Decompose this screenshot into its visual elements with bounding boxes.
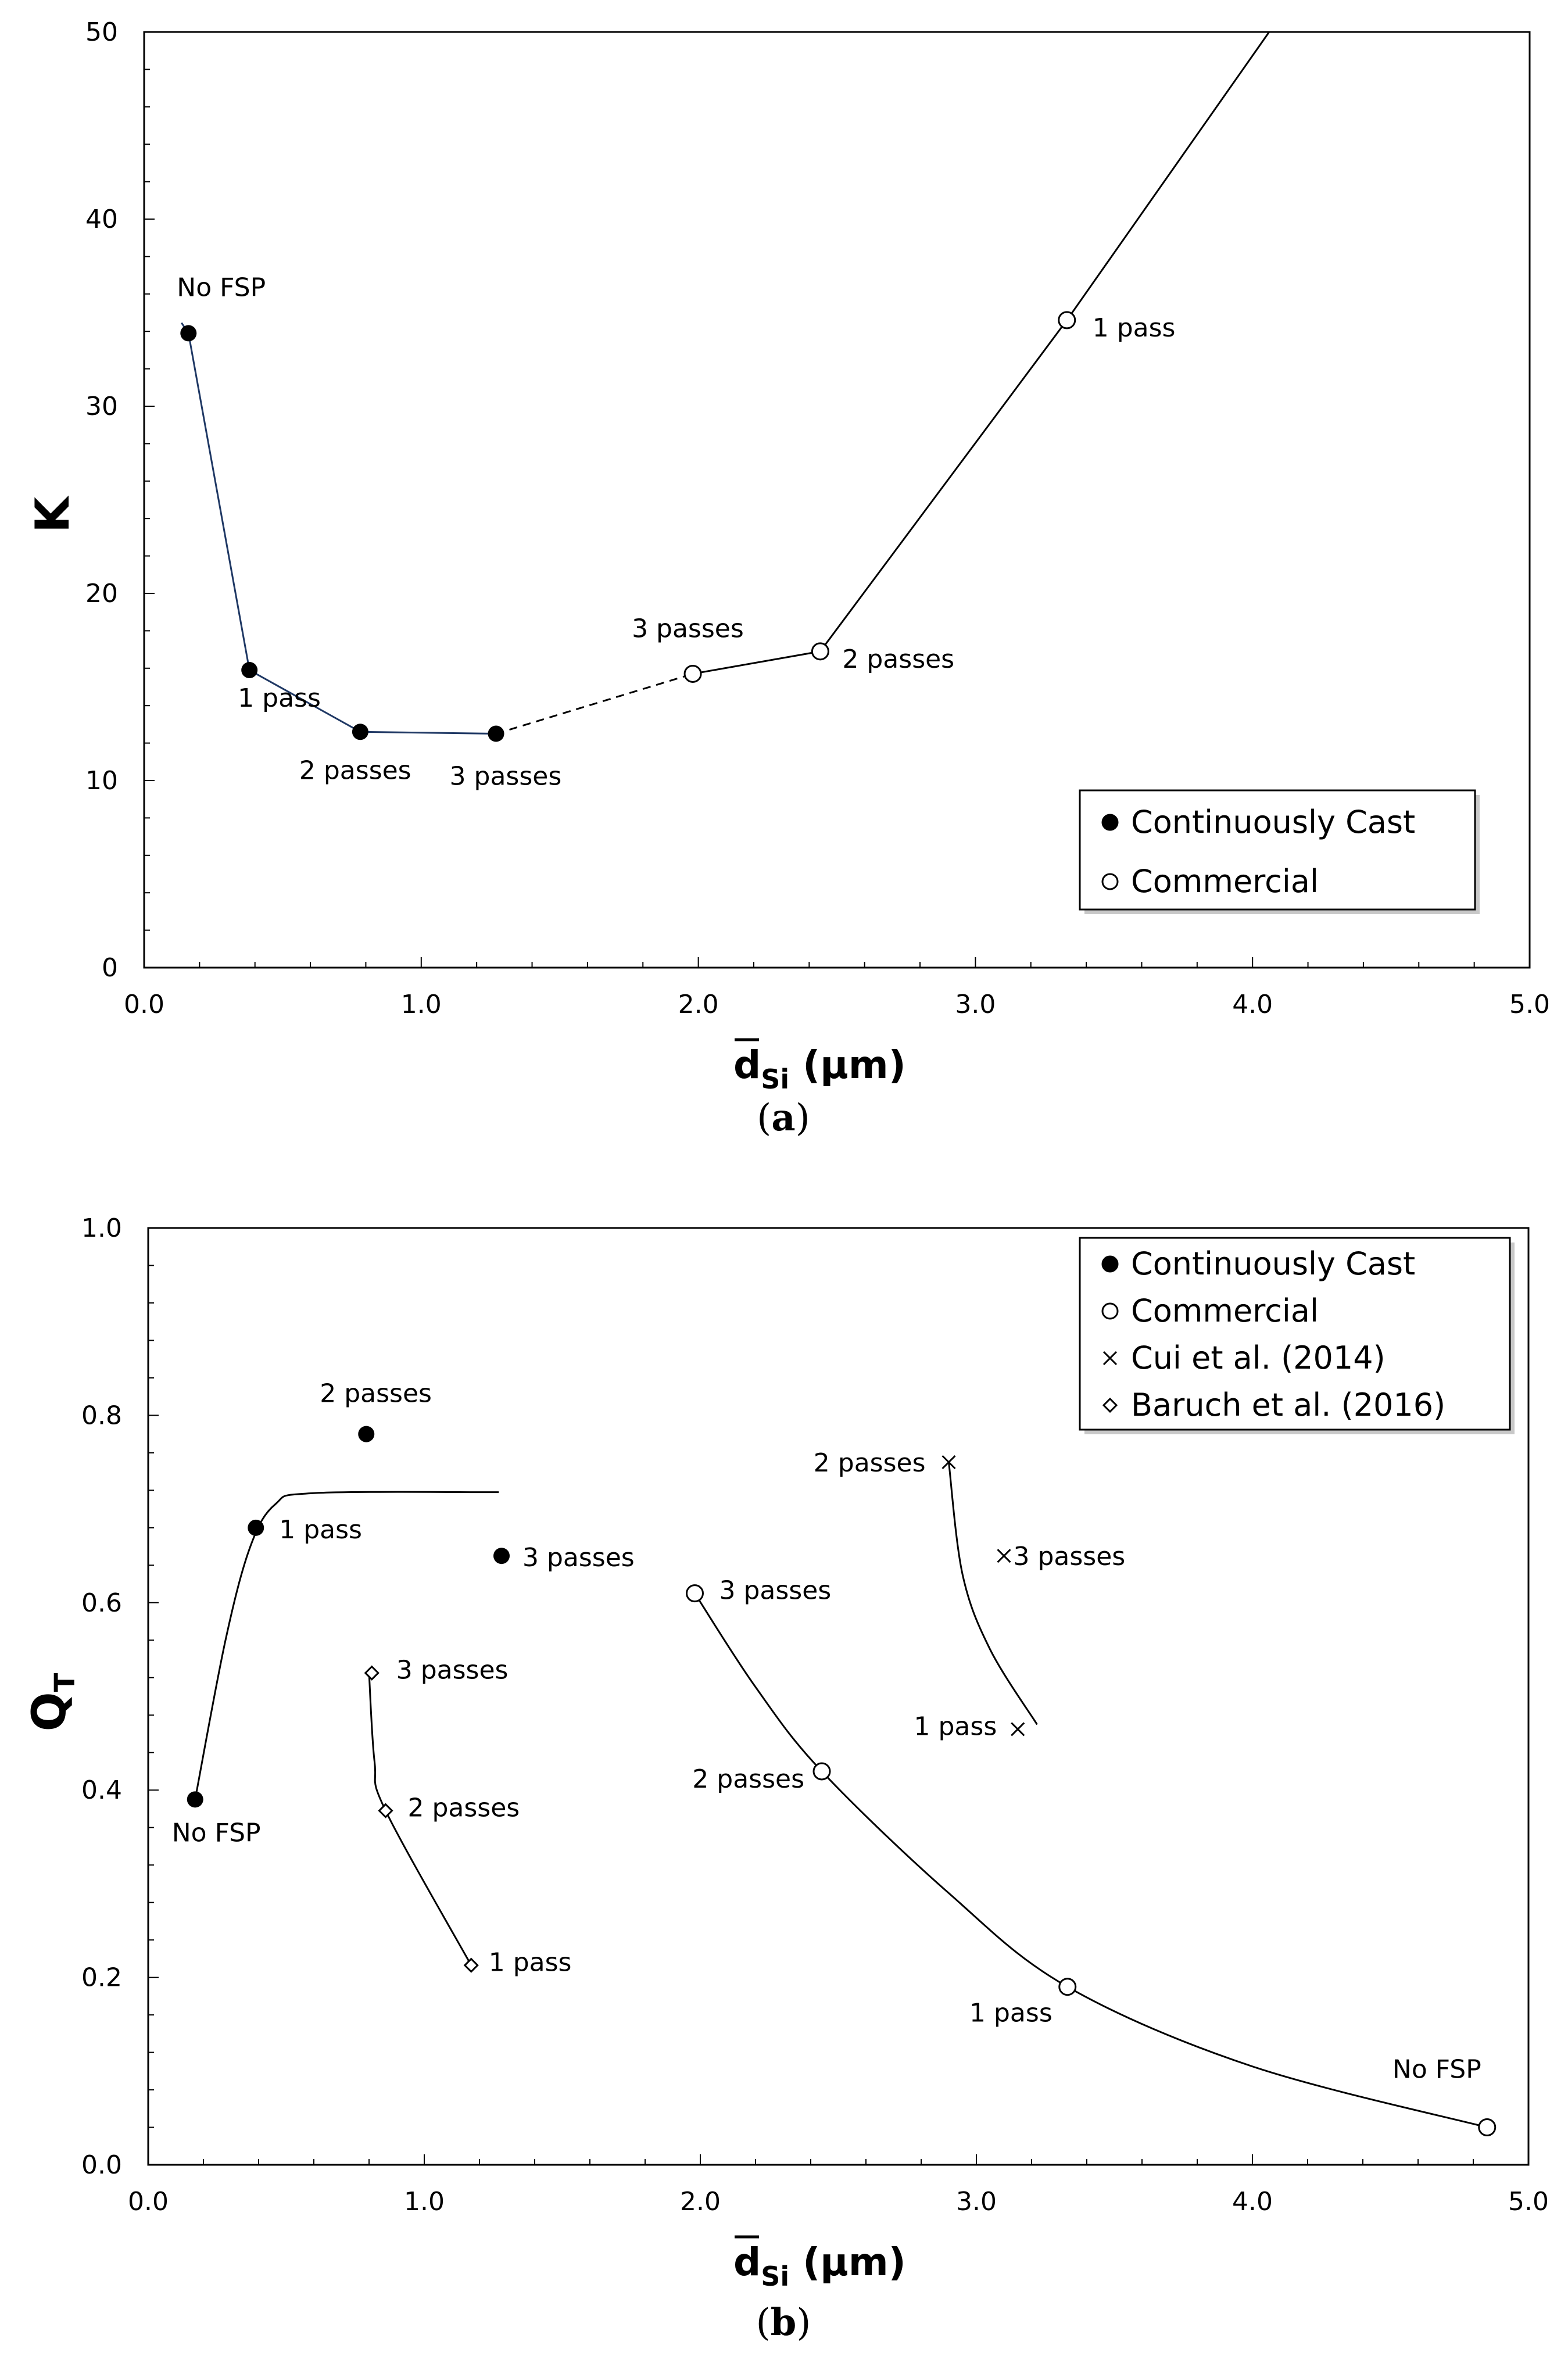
- legend-label: Commercial: [1131, 1292, 1319, 1329]
- data-point: [366, 1667, 378, 1680]
- data-point: [465, 1959, 478, 1972]
- series-line-commercial: [693, 32, 1269, 674]
- x-tick-label: 0.0: [124, 990, 164, 1019]
- legend-marker: [1102, 1304, 1118, 1319]
- y-tick-label: 0.0: [81, 2150, 122, 2180]
- legend-label: Continuously Cast: [1131, 1245, 1416, 1282]
- x-tick-label: 0.0: [128, 2187, 169, 2217]
- point-annotation: 3 passes: [449, 761, 562, 792]
- legend-marker: [1102, 874, 1118, 889]
- y-tick-label: 50: [85, 17, 118, 47]
- x-tick-label: 1.0: [400, 990, 442, 1019]
- y-tick-label: 0.6: [81, 1588, 122, 1618]
- y-axis-label: $Q_T$: [22, 1673, 81, 1732]
- point-annotation: 3 passes: [522, 1543, 635, 1573]
- legend-label: Cui et al. (2014): [1131, 1340, 1386, 1376]
- point-annotation: 2 passes: [299, 756, 411, 786]
- point-annotation: 3 passes: [632, 614, 744, 644]
- point-annotation: 2 passes: [407, 1793, 520, 1823]
- data-point: [358, 1426, 374, 1442]
- y-tick-label: 1.0: [81, 1213, 122, 1243]
- dashed-link-line: [496, 674, 693, 733]
- panel-label: (a): [757, 1096, 810, 1140]
- point-annotation: 2 passes: [320, 1378, 432, 1409]
- panel-b-chart: [22, 1213, 1549, 2344]
- data-point: [180, 325, 196, 341]
- data-point: [687, 1585, 703, 1602]
- point-annotation: 3 passes: [396, 1655, 509, 1685]
- point-annotation: 1 pass: [238, 683, 321, 714]
- point-annotation: 2 passes: [842, 644, 955, 674]
- data-point: [812, 643, 828, 660]
- panel-label: (b): [756, 2301, 811, 2344]
- legend-marker: [1102, 1256, 1118, 1272]
- x-axis-label: $d_{Si}$ (µm): [733, 2240, 906, 2292]
- y-tick-label: 10: [85, 766, 118, 796]
- data-point: [380, 1804, 392, 1817]
- legend-label: Commercial: [1131, 863, 1319, 900]
- x-tick-label: 2.0: [680, 2187, 721, 2217]
- data-point: [352, 724, 368, 740]
- point-annotation: 1 pass: [1092, 313, 1176, 343]
- data-point: [1059, 1979, 1076, 1995]
- data-point: [493, 1548, 510, 1564]
- x-tick-label: 4.0: [1232, 990, 1273, 1019]
- y-axis-label: K: [26, 497, 80, 533]
- data-point: [998, 1549, 1011, 1562]
- data-point: [1059, 312, 1075, 328]
- data-point: [187, 1791, 203, 1807]
- y-tick-label: 20: [85, 579, 118, 608]
- point-annotation: No FSP: [171, 1818, 261, 1848]
- data-point: [241, 662, 257, 678]
- x-tick-label: 3.0: [956, 2187, 997, 2217]
- point-annotation: 3 passes: [719, 1576, 832, 1606]
- y-tick-label: 0.4: [81, 1775, 122, 1806]
- x-axis-label: $d_{Si}$ (µm): [733, 1043, 906, 1095]
- legend-marker: [1102, 815, 1118, 830]
- data-point: [488, 726, 504, 742]
- x-tick-label: 5.0: [1509, 990, 1550, 1019]
- x-tick-label: 4.0: [1232, 2187, 1273, 2217]
- x-tick-label: 2.0: [678, 990, 719, 1019]
- x-tick-label: 3.0: [955, 990, 996, 1019]
- point-annotation: No FSP: [1392, 2054, 1481, 2085]
- data-point: [685, 665, 701, 682]
- data-point: [814, 1763, 830, 1779]
- point-annotation: 1 pass: [279, 1514, 362, 1545]
- y-tick-label: 0.2: [81, 1963, 122, 1993]
- y-tick-label: 0: [102, 953, 118, 983]
- point-annotation: 3 passes: [1013, 1542, 1126, 1572]
- point-annotation: 2 passes: [813, 1448, 926, 1478]
- trend-cui: [949, 1462, 1037, 1724]
- x-tick-label: 1.0: [404, 2187, 445, 2217]
- point-annotation: 1 pass: [488, 1947, 572, 1978]
- point-annotation: 1 pass: [914, 1711, 997, 1742]
- legend-label: Baruch et al. (2016): [1131, 1387, 1446, 1423]
- y-tick-label: 0.8: [81, 1401, 122, 1431]
- point-annotation: 2 passes: [692, 1764, 804, 1794]
- point-annotation: 1 pass: [969, 1998, 1053, 2028]
- y-tick-label: 30: [85, 392, 118, 421]
- legend-label: Continuously Cast: [1131, 804, 1416, 840]
- y-tick-label: 40: [85, 205, 118, 234]
- data-point: [248, 1520, 264, 1536]
- x-tick-label: 5.0: [1508, 2187, 1549, 2217]
- series-line-continuously-cast: [181, 323, 496, 733]
- panel-a-chart: [26, 17, 1550, 1140]
- trend-commercial: [695, 1594, 1487, 2128]
- data-point: [1479, 2119, 1495, 2136]
- data-point: [1011, 1723, 1024, 1735]
- point-annotation: No FSP: [177, 273, 266, 303]
